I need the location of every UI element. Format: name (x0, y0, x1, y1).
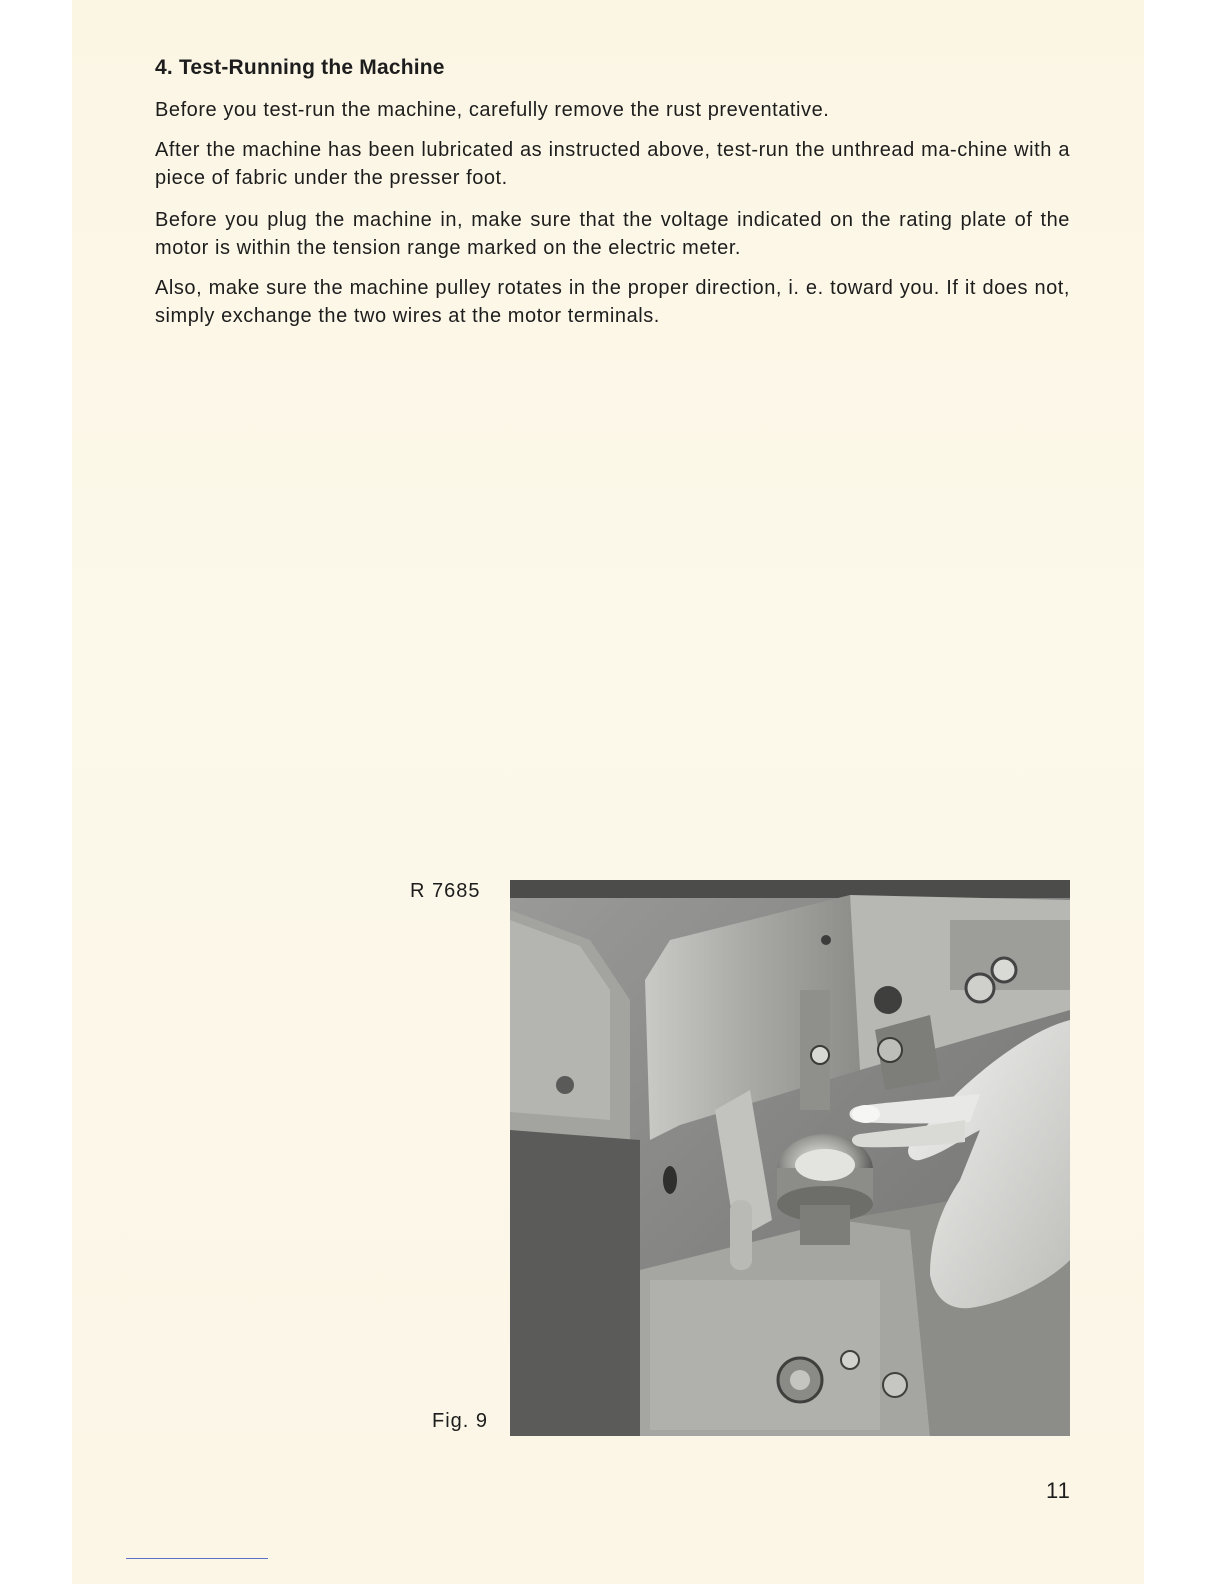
paragraph-pulley-direction: Also, make sure the machine pulley rotates in the proper direction, i. e. toward you. If it does not, simply exchange the two wires at the motor terminals. (155, 277, 1070, 327)
paragraph-voltage-check: Before you plug the machine in, make sure that the voltage indicated on the rating plate of the motor is within the tension range marked on the electric meter. (155, 209, 1070, 259)
section-heading: 4. Test-Running the Machine (155, 56, 445, 79)
paragraph-test-run: After the machine has been lubricated as instructed above, test-run the unthread ma-chine with a piece of fabric under the presser foot. (155, 139, 1070, 189)
figure-photo-sewing-machine-hook (510, 880, 1070, 1436)
figure-caption: Fig. 9 (432, 1410, 489, 1432)
page-number: 11 (1046, 1478, 1071, 1503)
footnote-rule (126, 1558, 268, 1559)
figure-reference-number: R 7685 (410, 880, 481, 902)
sewing-machine-photo-illustration (510, 880, 1070, 1436)
paragraph-rust-preventative: Before you test-run the machine, carefully remove the rust preventative. (155, 99, 830, 121)
